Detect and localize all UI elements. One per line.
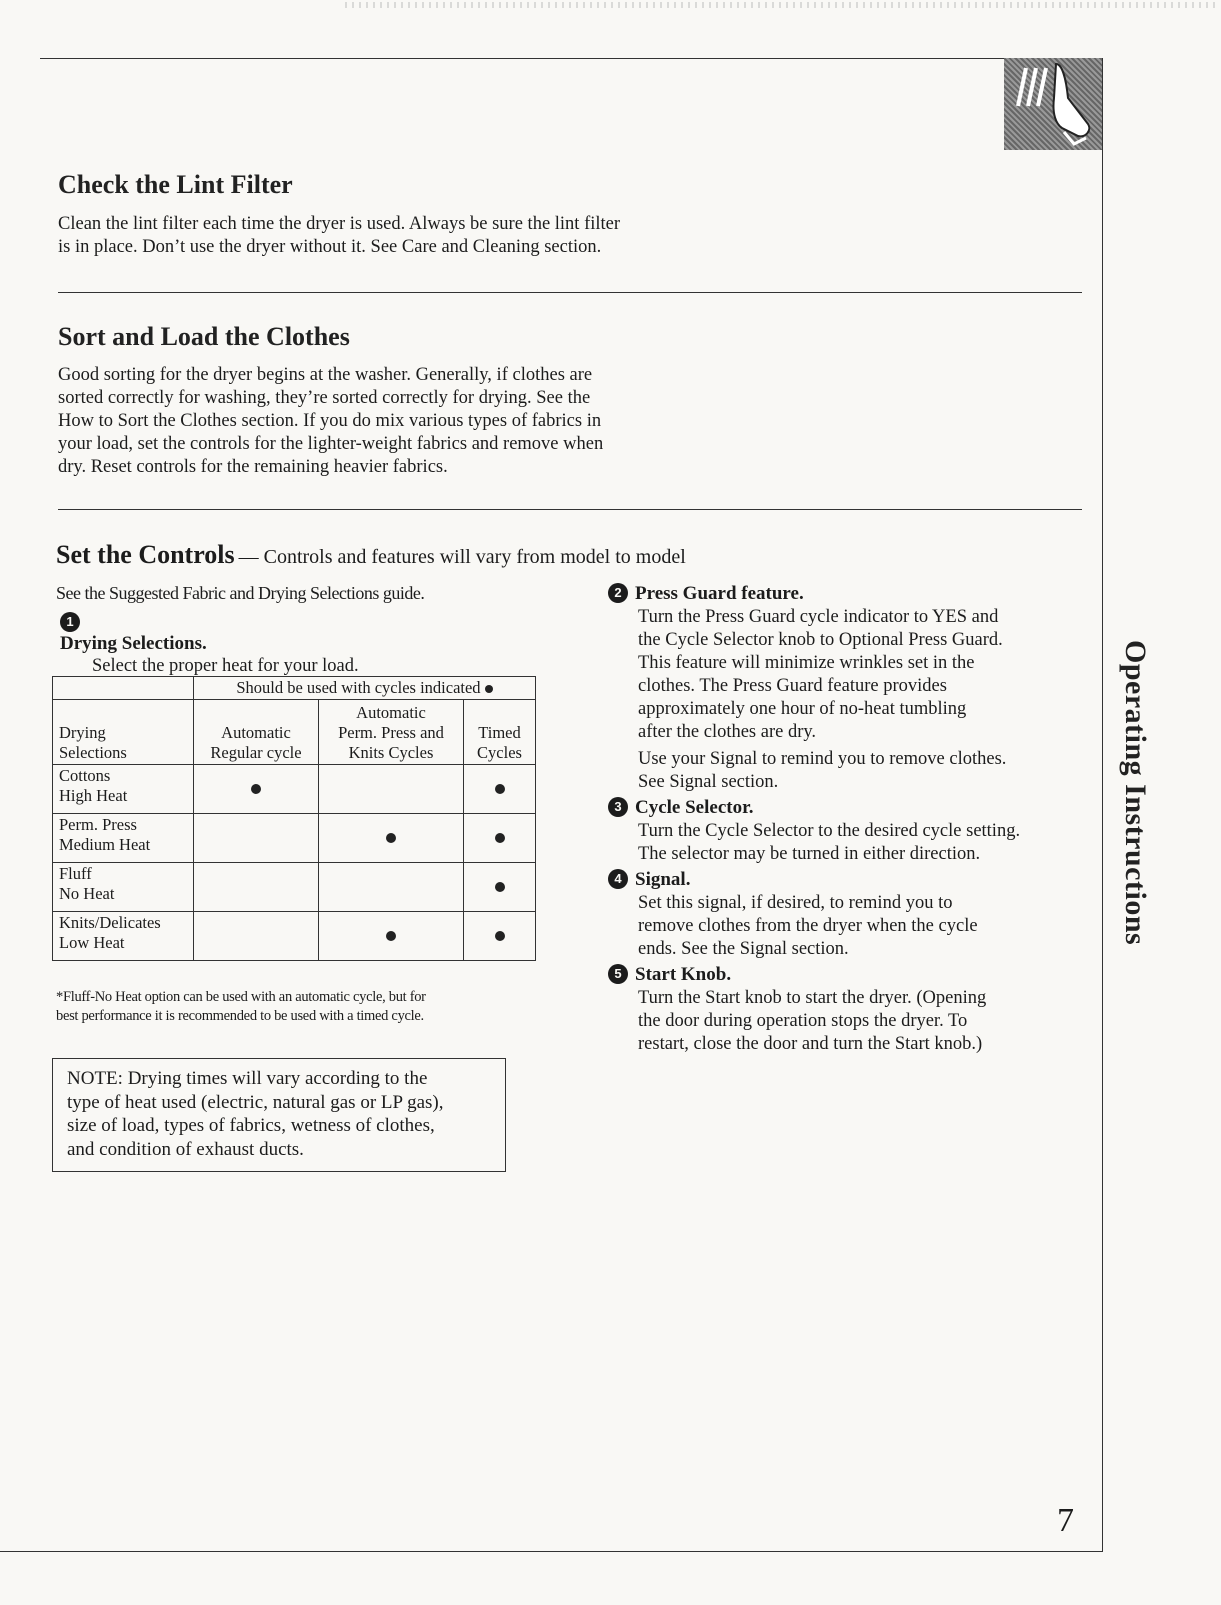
bullet-dot-icon xyxy=(495,882,505,892)
section-divider xyxy=(58,509,1082,510)
feature-text xyxy=(608,987,1078,1056)
table-row xyxy=(53,912,536,961)
feature-line: Set this signal, if desired, to remind you to xyxy=(638,893,953,913)
feature-line: approximately one hour of no-heat tumbling xyxy=(638,699,967,719)
sort-load-line: Good sorting for the dryer begins at the washer. Generally, if clothes are xyxy=(58,365,593,385)
table-cell-auto-regular xyxy=(194,765,319,814)
feature-title-row xyxy=(608,796,1078,820)
sort-load-line: sorted correctly for washing, they’re sorted correctly for drying. See the xyxy=(58,388,591,408)
page-number: 7 xyxy=(1057,1502,1074,1539)
table-cell-auto-perm xyxy=(319,765,464,814)
scan-artifact xyxy=(340,2,1220,8)
number-badge-icon: 4 xyxy=(608,869,628,889)
bullet-dot-icon xyxy=(495,931,505,941)
section-divider xyxy=(58,292,1082,293)
top-rule xyxy=(40,58,1102,59)
number-badge-icon: 3 xyxy=(608,797,628,817)
feature-line: See Signal section. xyxy=(638,772,779,792)
item-drying-selections-title: 1 Drying Selections. xyxy=(60,614,207,654)
table-row xyxy=(53,863,536,912)
bullet-dot-icon xyxy=(386,931,396,941)
table-cell-timed xyxy=(464,814,536,863)
lint-filter-line: is in place. Don’t use the dryer without it. See Care and Cleaning section. xyxy=(58,237,602,257)
sort-load-line: How to Sort the Clothes section. If you do mix various types of fabrics in xyxy=(58,411,602,431)
table-header-row xyxy=(53,677,536,700)
note-box xyxy=(52,1058,506,1172)
lint-filter-heading: Check the Lint Filter xyxy=(58,170,293,199)
feature-line: Turn the Press Guard cycle indicator to YES and xyxy=(638,607,999,627)
table-row-label: Knits/Delicates Low Heat xyxy=(53,912,194,961)
feature-title-row xyxy=(608,963,1078,987)
bottom-rule xyxy=(0,1551,1102,1552)
feature-item xyxy=(608,582,1078,794)
sort-load-line: dry. Reset controls for the remaining heavier fabrics. xyxy=(58,457,448,477)
guide-reference: See the Suggested Fabric and Drying Selections guide. xyxy=(56,583,425,603)
sort-load-heading: Sort and Load the Clothes xyxy=(58,322,350,351)
feature-text xyxy=(608,892,1078,961)
sort-load-text xyxy=(58,364,603,479)
set-controls-heading: Set the Controls xyxy=(56,540,235,569)
note-line: NOTE: Drying times will vary according to the xyxy=(67,1068,428,1089)
feature-line: remove clothes from the dryer when the cycle xyxy=(638,916,978,936)
feature-line: Turn the Start knob to start the dryer. (Opening xyxy=(638,988,987,1008)
feature-title-row xyxy=(608,582,1078,606)
feature-line: Turn the Cycle Selector to the desired cycle setting. xyxy=(638,821,1021,841)
feature-line: clothes. The Press Guard feature provides xyxy=(638,676,947,696)
feature-text xyxy=(608,820,1078,866)
feature-line: after the clothes are dry. xyxy=(638,722,817,742)
bullet-dot-icon xyxy=(485,685,493,693)
table-cell-timed xyxy=(464,863,536,912)
hand-pointing-icon xyxy=(1004,58,1102,150)
lint-filter-text xyxy=(58,213,620,259)
side-section-title: Operating Instructions xyxy=(1119,640,1152,946)
table-span-header: Should be used with cycles indicated xyxy=(194,677,536,700)
col-header-timed: Timed Cycles xyxy=(464,700,536,765)
bullet-dot-icon xyxy=(495,784,505,794)
table-cell-auto-perm xyxy=(319,912,464,961)
table-row-label: Cottons High Heat xyxy=(53,765,194,814)
feature-title: Press Guard feature. xyxy=(635,583,804,604)
right-border xyxy=(1102,58,1103,1552)
item-drying-selections-text: Select the proper heat for your load. xyxy=(92,656,359,676)
table-body xyxy=(53,765,536,961)
bullet-dot-icon xyxy=(386,833,396,843)
feature-title-row xyxy=(608,868,1078,892)
feature-line: The selector may be turned in either direction. xyxy=(638,844,981,864)
table-cell-auto-regular xyxy=(194,912,319,961)
table-cell-timed xyxy=(464,912,536,961)
col-header-auto-regular: Automatic Regular cycle xyxy=(194,700,319,765)
feature-item xyxy=(608,868,1078,961)
number-badge-icon: 2 xyxy=(608,583,628,603)
table-cell-auto-regular xyxy=(194,863,319,912)
col-header-auto-perm: Automatic Perm. Press and Knits Cycles xyxy=(319,700,464,765)
bullet-dot-icon xyxy=(251,784,261,794)
table-cell-auto-regular xyxy=(194,814,319,863)
feature-line: the door during operation stops the dryer. To xyxy=(638,1011,968,1031)
table-cell-auto-perm xyxy=(319,814,464,863)
note-label: NOTE: xyxy=(67,1068,123,1089)
feature-item xyxy=(608,796,1078,866)
table-row-header: Drying Selections xyxy=(53,700,194,765)
table-cell-auto-perm xyxy=(319,863,464,912)
set-controls-heading-row xyxy=(56,540,686,570)
set-controls-subtitle: — Controls and features will vary from model to model xyxy=(238,546,686,568)
drying-selections-item xyxy=(60,612,359,678)
number-badge-icon: 5 xyxy=(608,964,628,984)
lint-filter-line: Clean the lint filter each time the dryer is used. Always be sure the lint filter xyxy=(58,214,621,234)
feature-title: Start Knob. xyxy=(635,964,732,985)
note-line: and condition of exhaust ducts. xyxy=(67,1138,304,1160)
feature-text xyxy=(608,606,1078,744)
table-row-label: Perm. Press Medium Heat xyxy=(53,814,194,863)
table-cell-timed xyxy=(464,765,536,814)
feature-line: ends. See the Signal section. xyxy=(638,939,849,959)
sort-load-line: your load, set the controls for the lighter-weight fabrics and remove when xyxy=(58,434,604,454)
feature-line: This feature will minimize wrinkles set in the xyxy=(638,653,975,673)
feature-list xyxy=(608,582,1078,1058)
note-line: type of heat used (electric, natural gas or LP gas), xyxy=(67,1091,444,1113)
feature-item xyxy=(608,963,1078,1056)
feature-title: Signal. xyxy=(635,869,691,890)
table-row-label: Fluff No Heat xyxy=(53,863,194,912)
table-row xyxy=(53,814,536,863)
feature-line: restart, close the door and turn the Start knob.) xyxy=(638,1034,983,1054)
feature-text xyxy=(608,748,1078,794)
drying-selection-table xyxy=(52,676,536,961)
table-column-header-row xyxy=(53,700,536,765)
feature-title: Cycle Selector. xyxy=(635,797,754,818)
table-row xyxy=(53,765,536,814)
feature-line: the Cycle Selector knob to Optional Press Guard. xyxy=(638,630,1003,650)
feature-line: Use your Signal to remind you to remove clothes. xyxy=(638,749,1007,769)
table-footnote: *Fluff-No Heat option can be used with an automatic cycle, but for best performance it is recommended to be used with a timed cycle. xyxy=(56,989,426,1024)
bullet-dot-icon xyxy=(495,833,505,843)
number-badge-icon: 1 xyxy=(60,612,80,632)
note-line: size of load, types of fabrics, wetness of clothes, xyxy=(67,1115,435,1136)
